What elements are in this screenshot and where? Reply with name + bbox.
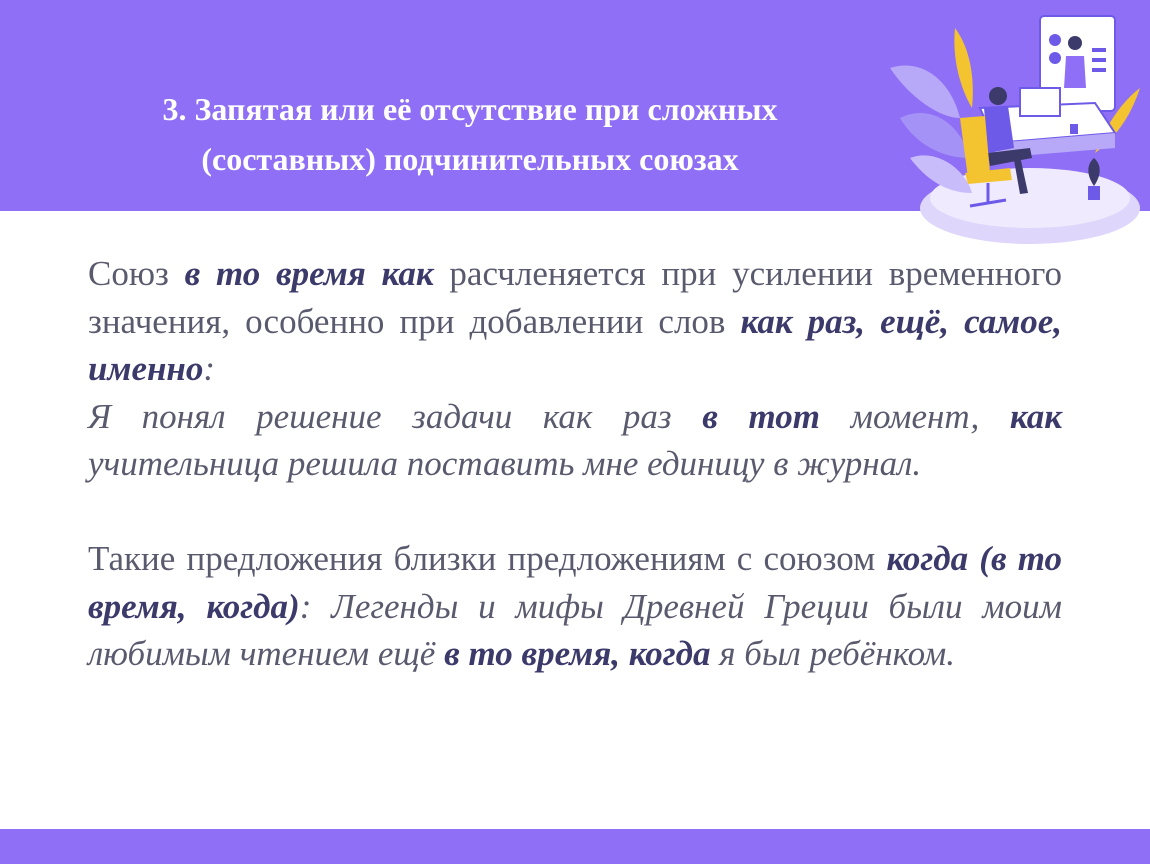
example-text: я был ребёнком. [710, 634, 955, 673]
body-text [88, 250, 1062, 678]
conjunction-emphasis: когда (в то время, когда) [88, 539, 1063, 626]
text: Союз [88, 254, 185, 293]
footer-band [0, 829, 1150, 864]
text: : [203, 349, 215, 388]
slide-title [40, 84, 900, 184]
paragraph-rule [88, 250, 1062, 393]
paragraph-gap [88, 488, 1062, 536]
example-text: учительница решила поставить мне единицу в журнал. [88, 444, 922, 483]
words-emphasis: как раз, ещё, самое, именно [88, 301, 1062, 388]
conjunction-emphasis: в то время как [184, 254, 434, 293]
text: расчленяется при усилении временного значения, особенно при добавлении слов [88, 254, 1062, 341]
example-text: Легенды и мифы Древней Греции были моим любимым чтением ещё [88, 586, 1062, 673]
example-emphasis: в то время, когда [444, 634, 711, 673]
text: Такие предложения близки предложениям с союзом [88, 539, 887, 578]
example-text: момент, [819, 396, 1010, 436]
example-emphasis: как [1009, 396, 1062, 436]
paragraph-comparison [88, 535, 1062, 678]
title-line-2: (составных) подчинительных союзах [201, 141, 739, 177]
example-emphasis: в тот [702, 396, 820, 436]
person-at-computer-desk-icon [880, 8, 1150, 248]
title-line-1: 3. Запятая или её отсутствие при сложных [162, 91, 778, 127]
text: : [299, 586, 332, 626]
example-text: Я понял решение задачи как раз [88, 396, 703, 436]
paragraph-example [88, 393, 1062, 488]
